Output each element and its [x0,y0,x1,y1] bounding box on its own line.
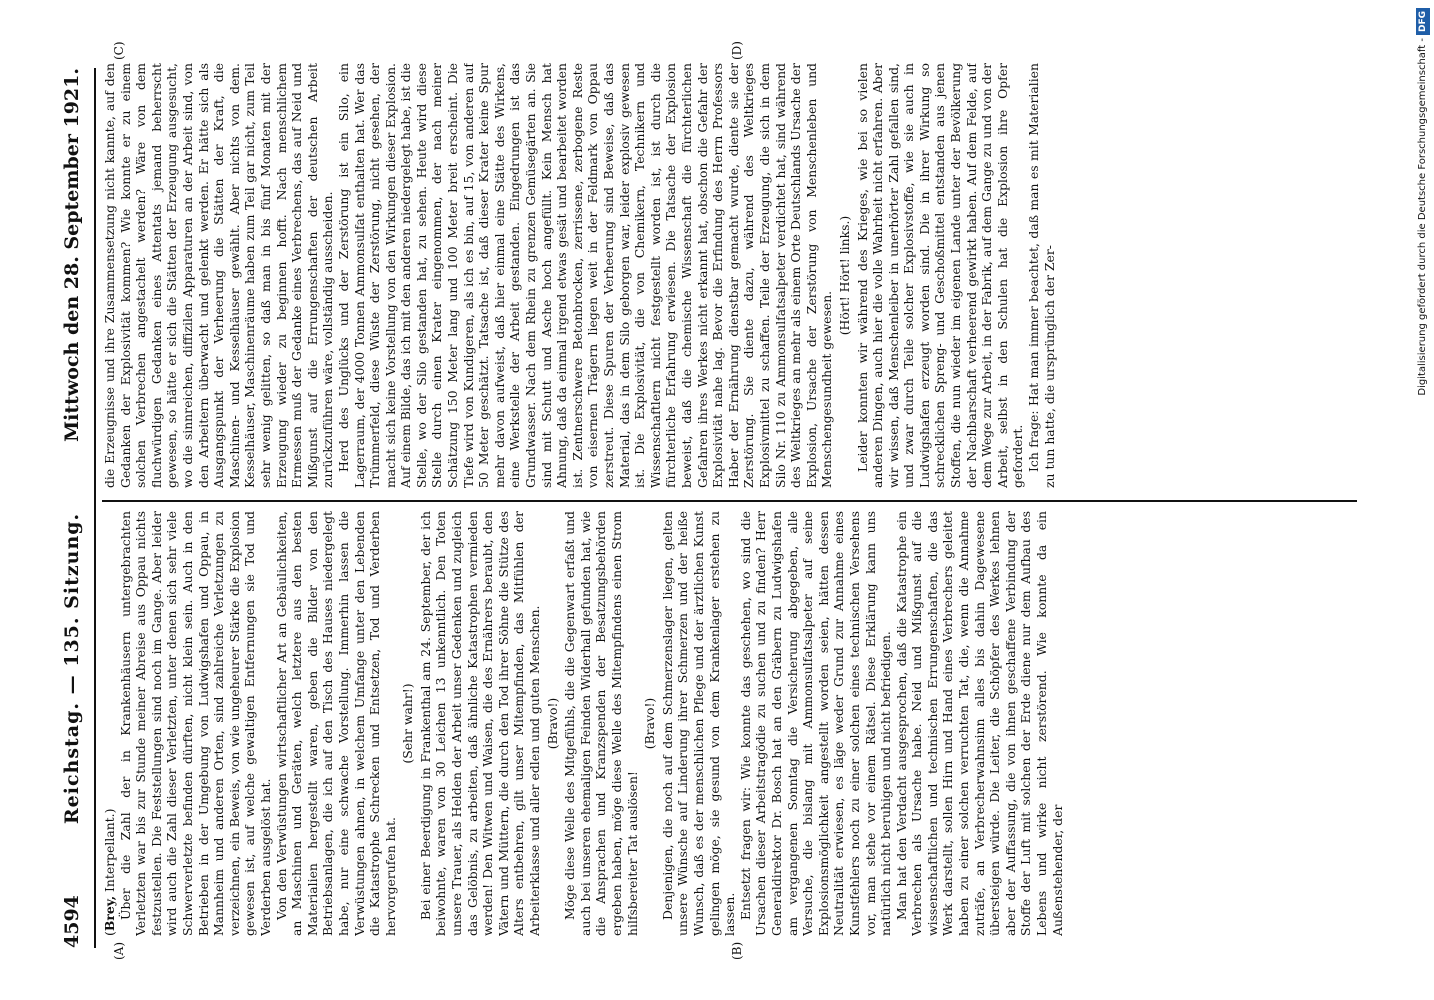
paragraph: Von den Verwüstungen wirtschaftlicher Art an Gebäulichkeiten, an Maschinen und Geräten, welch letztere aus den besten Materialien hergestellt waren, geben die Bilder von den Betriebsanlagen, die ich auf den Tisch des Hauses niedergelegt habe, nur eine schwache Vorstellung. Immerhin lassen die Verwüstungen ahnen, in welchem Umfange unter den Lebenden die Katastrophe Schrecken und Entsetzen, Tod und Verderben hervorgerufen hat. [273,511,398,936]
digitization-credit [1416,8,1430,998]
header-rule [94,68,96,948]
credit-text: Digitalisierung gefördert durch die Deutsche Forschungsgemeinschaft - [1417,38,1428,396]
paragraph: Man hat den Verdacht ausgesprochen, daß die Katastrophe ein Verbrechen als Ursache habe. Neid und Mißgunst auf die wissenschaftlichen und technischen Errungenschaften, die das Werk darstellt, sollen Hirn und Hand eines Verbrechers geleitet haben zu einer solchen verruchten Tat, die, wenn die Annahme zuträfe, an Verbrecherwahnsinn alles bis dahin Dagewesene übersteigen würde. Die Leiter, die Schöpfer des Werkes lehnen aber der Auffassung, die von ihnen geschaffene Verbindung der Stoffe der Luft mit solchen der Erde diene nur dem Aufbau des Lebens und wirke nicht zerstörend. Wie konnte da ein Außenstehender, der [893,511,1065,936]
paragraph: Über die Zahl der in Krankenhäusern untergebrachten Verletzten war bis zur Stunde meiner Abreise aus Oppau nichts festzustellen. Die Feststellungen sind noch im Gange. Aber leider wird auch die Zahl dieser Verletzten, unter denen sich sehr viele Schwerverletzte befinden dürften, nicht klein sein. Auch in den Betrieben in der Umgebung von Ludwigshafen und Oppau, in Mannheim und anderen Orten, sind zahlreiche Verletzungen zu verzeichnen, ein Beweis, von wie ungeheurer Stärke die Explosion gewesen ist, auf welche gewaltigen Entfernungen sie Tod und Verderben ausgelöst hat. [117,511,273,936]
paragraph: Denjenigen, die noch auf dem Schmerzenslager liegen, gelten unsere Wünsche auf Linderung ihrer Schmerzen und der heiße Wunsch, daß es der menschlichen Pflege und der ärztlichen Kunst gelingen möge, sie gesund von dem Krankenlager erstehen zu lassen. [659,511,738,936]
margin-mark-b: (B) [730,941,744,960]
paragraph: Möge diese Welle des Mitgefühls, die die Gegenwart erfaßt und auch bei unseren ehemaligen Feinden Widerhall gefunden hat, wie die Ansprachen und Kranzspenden der Besatzungsbehörden ergeben haben, möge diese Welle des Mitempfindens einen Strom hilfsbereiter Tat auslösen! [562,511,640,936]
dfg-logo: DFG [1416,8,1430,35]
paragraph: Ich frage: Hat man immer beachtet, daß man es mit Materialien zu tun hatte, die ursprünglich der Zer- [1026,63,1057,488]
interjection: (Bravo!) [544,697,560,750]
interjection: (Hört! Hört! links.) [836,215,852,336]
speaker-name: Brey, [102,895,117,932]
paragraph: Bei einer Beerdigung in Frankenthal am 24. September, der ich beiwohnte, waren von 30 Leichen 13 unkenntlich. Den Toten unsere Trauer, als Helden der Arbeit unser Gedenken und zugleich das Gelöbnis, zu arbeiten, daß ähnliche Katastrophen vermieden werden! Den Witwen und Waisen, die des Ernährers beraubt, den Vätern und Müttern, die durch den Tod ihrer Söhne die Stütze des Alters entbehren, gilt unser Mitempfinden, das Mitfühlen der Arbeiterklasse und aller edlen und guten Menschen. [417,511,543,936]
session-date: Mittwoch den 28. September 1921. [61,68,83,442]
interjection: (Bravo!) [642,697,658,750]
column-divider [102,500,1357,502]
margin-mark-c: (C) [112,41,126,60]
speaker-line: (Brey, Interpellant.) [102,808,117,936]
left-column [102,511,1357,936]
paragraph: Entsetzt fragen wir: Wie konnte das geschehen, wo sind die Ursachen dieser Arbeitstragödie zu suchen und zu finden? Herr Generaldirektor Dr. Bosch hat an den Gräbern zu Ludwigshafen am vergangenen Sonntag die Versicherung abgegeben, alle Versuche, die bislang mit Ammonsulfatsalpeter auf seine Explosionsmöglichkeit angestellt worden seien, hätten dessen Neutralität erwiesen, es läge weder Grund zur Annahme eines Kunstfehlers noch zu einer solchen eines technischen Versehens vor, man stehe vor einem Rätsel. Diese Erklärung kann uns natürlich nicht beruhigen und nicht befriedigen. [737,511,894,936]
paragraph: Leider konnten wir während des Krieges, wie bei so vielen anderen Dingen, auch hier die volle Wahrheit nicht erfahren. Aber wir wissen, daß Menschenleiber in unerhörter Zahl gefallen sind, und zwar durch Teile solcher Explosivstoffe, wie sie auch in Ludwigshafen erzeugt worden sind. Die in ihrer Wirkung so schrecklichen Spreng- und Geschoßmittel entstanden aus jenen Stoffen, die nun wieder im eigenen Lande unter der Bevölkerung der Nachbarschaft verheerend gewirkt haben. Auf dem Felde, auf dem Wege zur Arbeit, in der Fabrik, auf dem Gange zu und von der Arbeit, selbst in den Schulen hat die Explosion ihre Opfer gefordert. [854,63,1026,488]
session-title: Reichstag. — 135. Sitzung. [61,512,83,825]
right-column [102,63,1357,488]
paragraph: die Erzeugnisse und ihre Zusammensetzung nicht kannte, auf den Gedanken der Explosivität kommen? Wie konnte er zu einem solchen Verbrechen angestachelt werden? Wäre von dem fluchwürdigen Gedanken eines Attentats jemand beherrscht gewesen, so hätte er sich die Stätten der Erzeugung ausgesucht, wo die sinnreichen, diffizilen Apparaturen an der Arbeit sind, von den Arbeitern überwacht und gelenkt werden. Er hätte sich als Ausgangspunkt der Verheerung die Stätten der Kraft, die Maschinen- und Kesselhäuser gewählt. Aber nichts von dem. Kesselhäuser, Maschinenräume haben zum Teil gar nicht, zum Teil sehr wenig gelitten, so daß man in bis fünf Monaten mit der Erzeugung wieder zu beginnen hofft. Nach menschlichem Ermessen muß der Gedanke eines Verbrechens, das auf Neid und Mißgunst auf die Errungenschaften der deutschen Arbeit zurückzuführen wäre, vollständig ausscheiden. [102,63,336,488]
margin-mark-d: (D) [730,41,744,60]
page-number: 4594 [61,895,83,948]
speaker-role: Interpellant.) [102,808,117,892]
margin-mark-a: (A) [112,941,126,960]
interjection: (Sehr wahr!) [400,683,416,764]
paragraph: Herd des Unglücks und der Zerstörung ist ein Silo, ein Lagerraum, der 4000 Tonnen Ammonsulfat enthalten hat. Wer das Trümmerfeld, diese Wüste der Zerstörung, nicht gesehen, der macht sich keine Vorstellung von den Wirkungen dieser Explosion. Auf einem Bilde, das ich mit den anderen niedergelegt habe, ist die Stelle, wo der Silo gestanden hat, zu sehen. Heute wird diese Stelle durch einen Krater eingenommen, der nach meiner Schätzung 150 Meter lang und 100 Meter breit erscheint. Die Tiefe wird von Kundigeren, als ich es bin, auf 15, von anderen auf 50 Meter geschätzt. Tatsache ist, daß dieser Krater keine Spur mehr davon aufweist, daß hier einmal eine Stätte des Wirkens, eine Werkstelle der Arbeit gestanden. Eingedrungen ist das Grundwasser. Nach dem Rhein zu grenzen Gemüsegärten an. Sie sind mit Schutt und Asche hoch angefüllt. Kein Mensch hat Ahnung, daß da einmal irgend etwas gesät und bearbeitet worden ist. Zentnerschwere Betonbrocken, zerrissene, zerbogene Reste von eisernen Trägern liegen weit in der Feldmark von Oppau zerstreut. Diese Spuren der Verheerung sind Beweise, daß das Material, das in dem Silo geborgen war, leider explosiv gewesen ist. Die Explosivität, die von Chemikern, Technikern und Wissenschaftlern nicht festgestellt worden ist, ist durch die fürchterliche Erfahrung erwiesen. Die Tatsache der Explosion beweist, daß die chemische Wissenschaft die fürchterlichen Gefahren ihres Werkes nicht erkannt hat, obschon die Gefahr der Explosivität nahe lag. Bevor die Erfindung des Herrn Professors Haber der Ernährung dienstbar gemacht wurde, diente sie der Zerstörung. Sie diente dazu, während des Weltkrieges Explosivmittel zu schaffen. Teile der Erzeugung, die sich in dem Silo Nr. 110 zu Ammonsulfatsalpeter verdichtet hat, sind während des Weltkrieges an mehr als einem Orte Deutschlands Ursache der Explosion, Ursache der Zerstörung von Menschenleben und Menschengesundheit gewesen. [335,63,835,488]
page-header [52,68,92,948]
